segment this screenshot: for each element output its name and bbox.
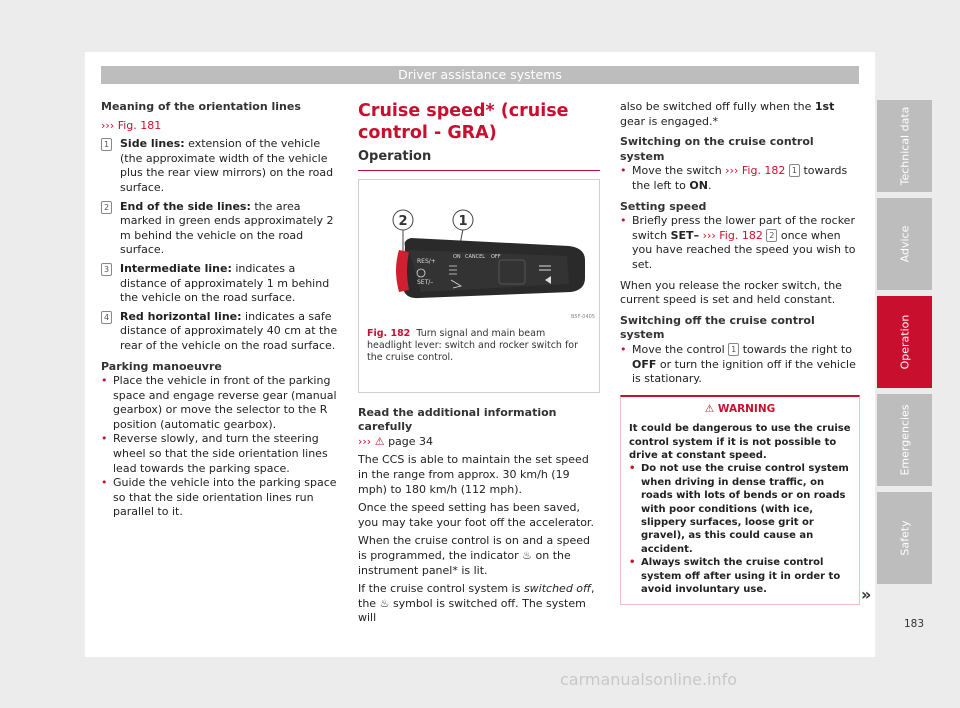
warning-list bbox=[629, 462, 851, 596]
heading-parking: Parking manoeuvre bbox=[101, 359, 222, 373]
bullet-icon: • bbox=[629, 557, 636, 569]
bullet-icon: • bbox=[101, 432, 108, 446]
tab-emergencies[interactable]: Emergencies bbox=[877, 394, 932, 486]
step-setting: • Briefly press the lower part of the rocker switch SET– ››› Fig. 182 2 once when you have reached the speed you wish to set. bbox=[620, 214, 856, 271]
orientation-line-item: 3 Intermediate line: indicates a distance of approximately 1 m behind the vehicle on the road surface. bbox=[101, 262, 339, 306]
orientation-line-item: 2 End of the side lines: the area marked in green ends approximately 2 m behind the vehicle on the road surface. bbox=[101, 200, 339, 258]
step-switch-on: • Move the switch ››› Fig. 182 1 towards the left to ON. bbox=[620, 164, 848, 192]
page-link[interactable]: page 34 bbox=[388, 434, 434, 448]
orientation-line-item: 4 Red horizontal line: indicates a safe distance of approximately 40 cm at the rear of the vehicle on the road surface. bbox=[101, 310, 339, 354]
parking-steps bbox=[101, 374, 339, 520]
para-gear: also be switched off fully when the 1st gear is engaged.* bbox=[620, 100, 835, 128]
para-accelerator: Once the speed setting has been saved, you may take your foot off the accelerator. bbox=[358, 501, 594, 529]
warning-intro: It could be dangerous to use the cruise control system if it is not possible to drive at constant speed. bbox=[629, 423, 851, 461]
column-instructions bbox=[620, 100, 860, 605]
tab-technical-data[interactable]: Technical data bbox=[877, 100, 932, 192]
svg-text:SET/–: SET/– bbox=[417, 278, 434, 286]
lever-illustration bbox=[359, 180, 599, 323]
bullet-icon: • bbox=[620, 164, 627, 178]
heading-orientation-lines: Meaning of the orientation lines bbox=[101, 100, 301, 113]
cruise-indicator-icon: ♨ bbox=[379, 596, 390, 610]
para-switched-off: If the cruise control system is switched off, the ♨ symbol is switched off. The system will bbox=[358, 582, 595, 625]
tab-operation[interactable]: Operation bbox=[877, 296, 932, 388]
warning-icon: ⚠ bbox=[704, 402, 715, 415]
tab-advice[interactable]: Advice bbox=[877, 198, 932, 290]
figure-link[interactable]: Fig. 181 bbox=[117, 118, 162, 132]
bullet-icon: • bbox=[620, 214, 627, 228]
page-number: 183 bbox=[904, 618, 925, 630]
svg-text:1: 1 bbox=[458, 213, 468, 229]
column-orientation-lines bbox=[101, 100, 339, 520]
read-info-ref: ››› ⚠ page 34 bbox=[358, 434, 434, 448]
para-indicator: When the cruise control is on and a speed is programmed, the indicator ♨ on the instrument panel* is lit. bbox=[358, 534, 590, 577]
chapter-tabs bbox=[877, 100, 932, 590]
para-range: The CCS is able to maintain the set speed in the range from approx. 30 km/h (19 mph) to 180 km/h (112 mph). bbox=[358, 453, 589, 496]
tab-safety[interactable]: Safety bbox=[877, 492, 932, 584]
bullet-icon: • bbox=[101, 374, 108, 388]
heading-switch-off: Switching off the cruise control system bbox=[620, 313, 815, 342]
svg-text:RES/+: RES/+ bbox=[417, 257, 436, 265]
section-header: Driver assistance systems bbox=[101, 66, 859, 84]
bullet-icon: • bbox=[101, 476, 108, 490]
svg-text:B5F-0405: B5F-0405 bbox=[570, 313, 595, 320]
heading-setting-speed: Setting speed bbox=[620, 199, 707, 213]
watermark: carmanualsonline.info bbox=[560, 670, 738, 689]
warning-bullet: • Do not use the cruise control system when driving in dense traffic, on roads with lots of bends or on roads with poor conditions (with ice, slippery surfaces, loose grit or gravel), as this could cause an accident. bbox=[629, 463, 849, 555]
orientation-line-item: 1 Side lines: extension of the vehicle (the approximate width of the vehicle plus the rear view mirrors) on the road surface. bbox=[101, 137, 339, 195]
figure-link[interactable]: Fig. 182 bbox=[719, 228, 763, 242]
bullet-icon: • bbox=[629, 463, 636, 475]
cruise-indicator-icon: ♨ bbox=[522, 548, 533, 562]
figure-182 bbox=[358, 179, 600, 393]
figure-caption: Fig. 182 Turn signal and main beam headlight lever: switch and rocker switch for the cruise control. bbox=[367, 327, 579, 363]
step-switch-off: • Move the control 1 towards the right to OFF or turn the ignition off if the vehicle is stationary. bbox=[620, 342, 856, 386]
section-subtitle: Operation bbox=[358, 150, 600, 171]
warning-bullet: • Always switch the cruise control system off after using it in order to avoid involuntary use. bbox=[629, 557, 841, 595]
warning-book-icon: ⚠ bbox=[374, 434, 385, 448]
figure-link[interactable]: Fig. 182 bbox=[741, 164, 786, 178]
svg-text:ON: ON bbox=[453, 253, 461, 260]
parking-step: • Guide the vehicle into the parking space so that the side orientation lines run parallel to it. bbox=[101, 476, 337, 519]
svg-text:2: 2 bbox=[398, 213, 408, 229]
parking-step: • Place the vehicle in front of the parking space and engage reverse gear (manual gearbox) or move the selector to the R position (automatic gearbox). bbox=[101, 374, 337, 431]
section-title: Cruise speed* (cruise control - GRA) bbox=[358, 101, 569, 143]
read-info-heading: Read the additional information carefully bbox=[358, 405, 557, 434]
warning-box bbox=[620, 395, 860, 606]
svg-text:CANCEL: CANCEL bbox=[465, 253, 486, 260]
bullet-icon: • bbox=[620, 342, 627, 356]
continue-marker: » bbox=[861, 585, 872, 604]
heading-switch-on: Switching on the cruise control system bbox=[620, 135, 814, 163]
parking-step: • Reverse slowly, and turn the steering wheel so that the side orientation lines lead towards the parking space. bbox=[101, 432, 328, 475]
column-cruise-control bbox=[358, 100, 600, 626]
svg-text:OFF: OFF bbox=[491, 253, 501, 260]
orientation-lines-list bbox=[101, 137, 339, 353]
para-release: When you release the rocker switch, the current speed is set and held constant. bbox=[620, 278, 842, 307]
figure-ref: ››› Fig. 181 bbox=[101, 118, 162, 132]
warning-title: ⚠ WARNING bbox=[704, 402, 776, 415]
